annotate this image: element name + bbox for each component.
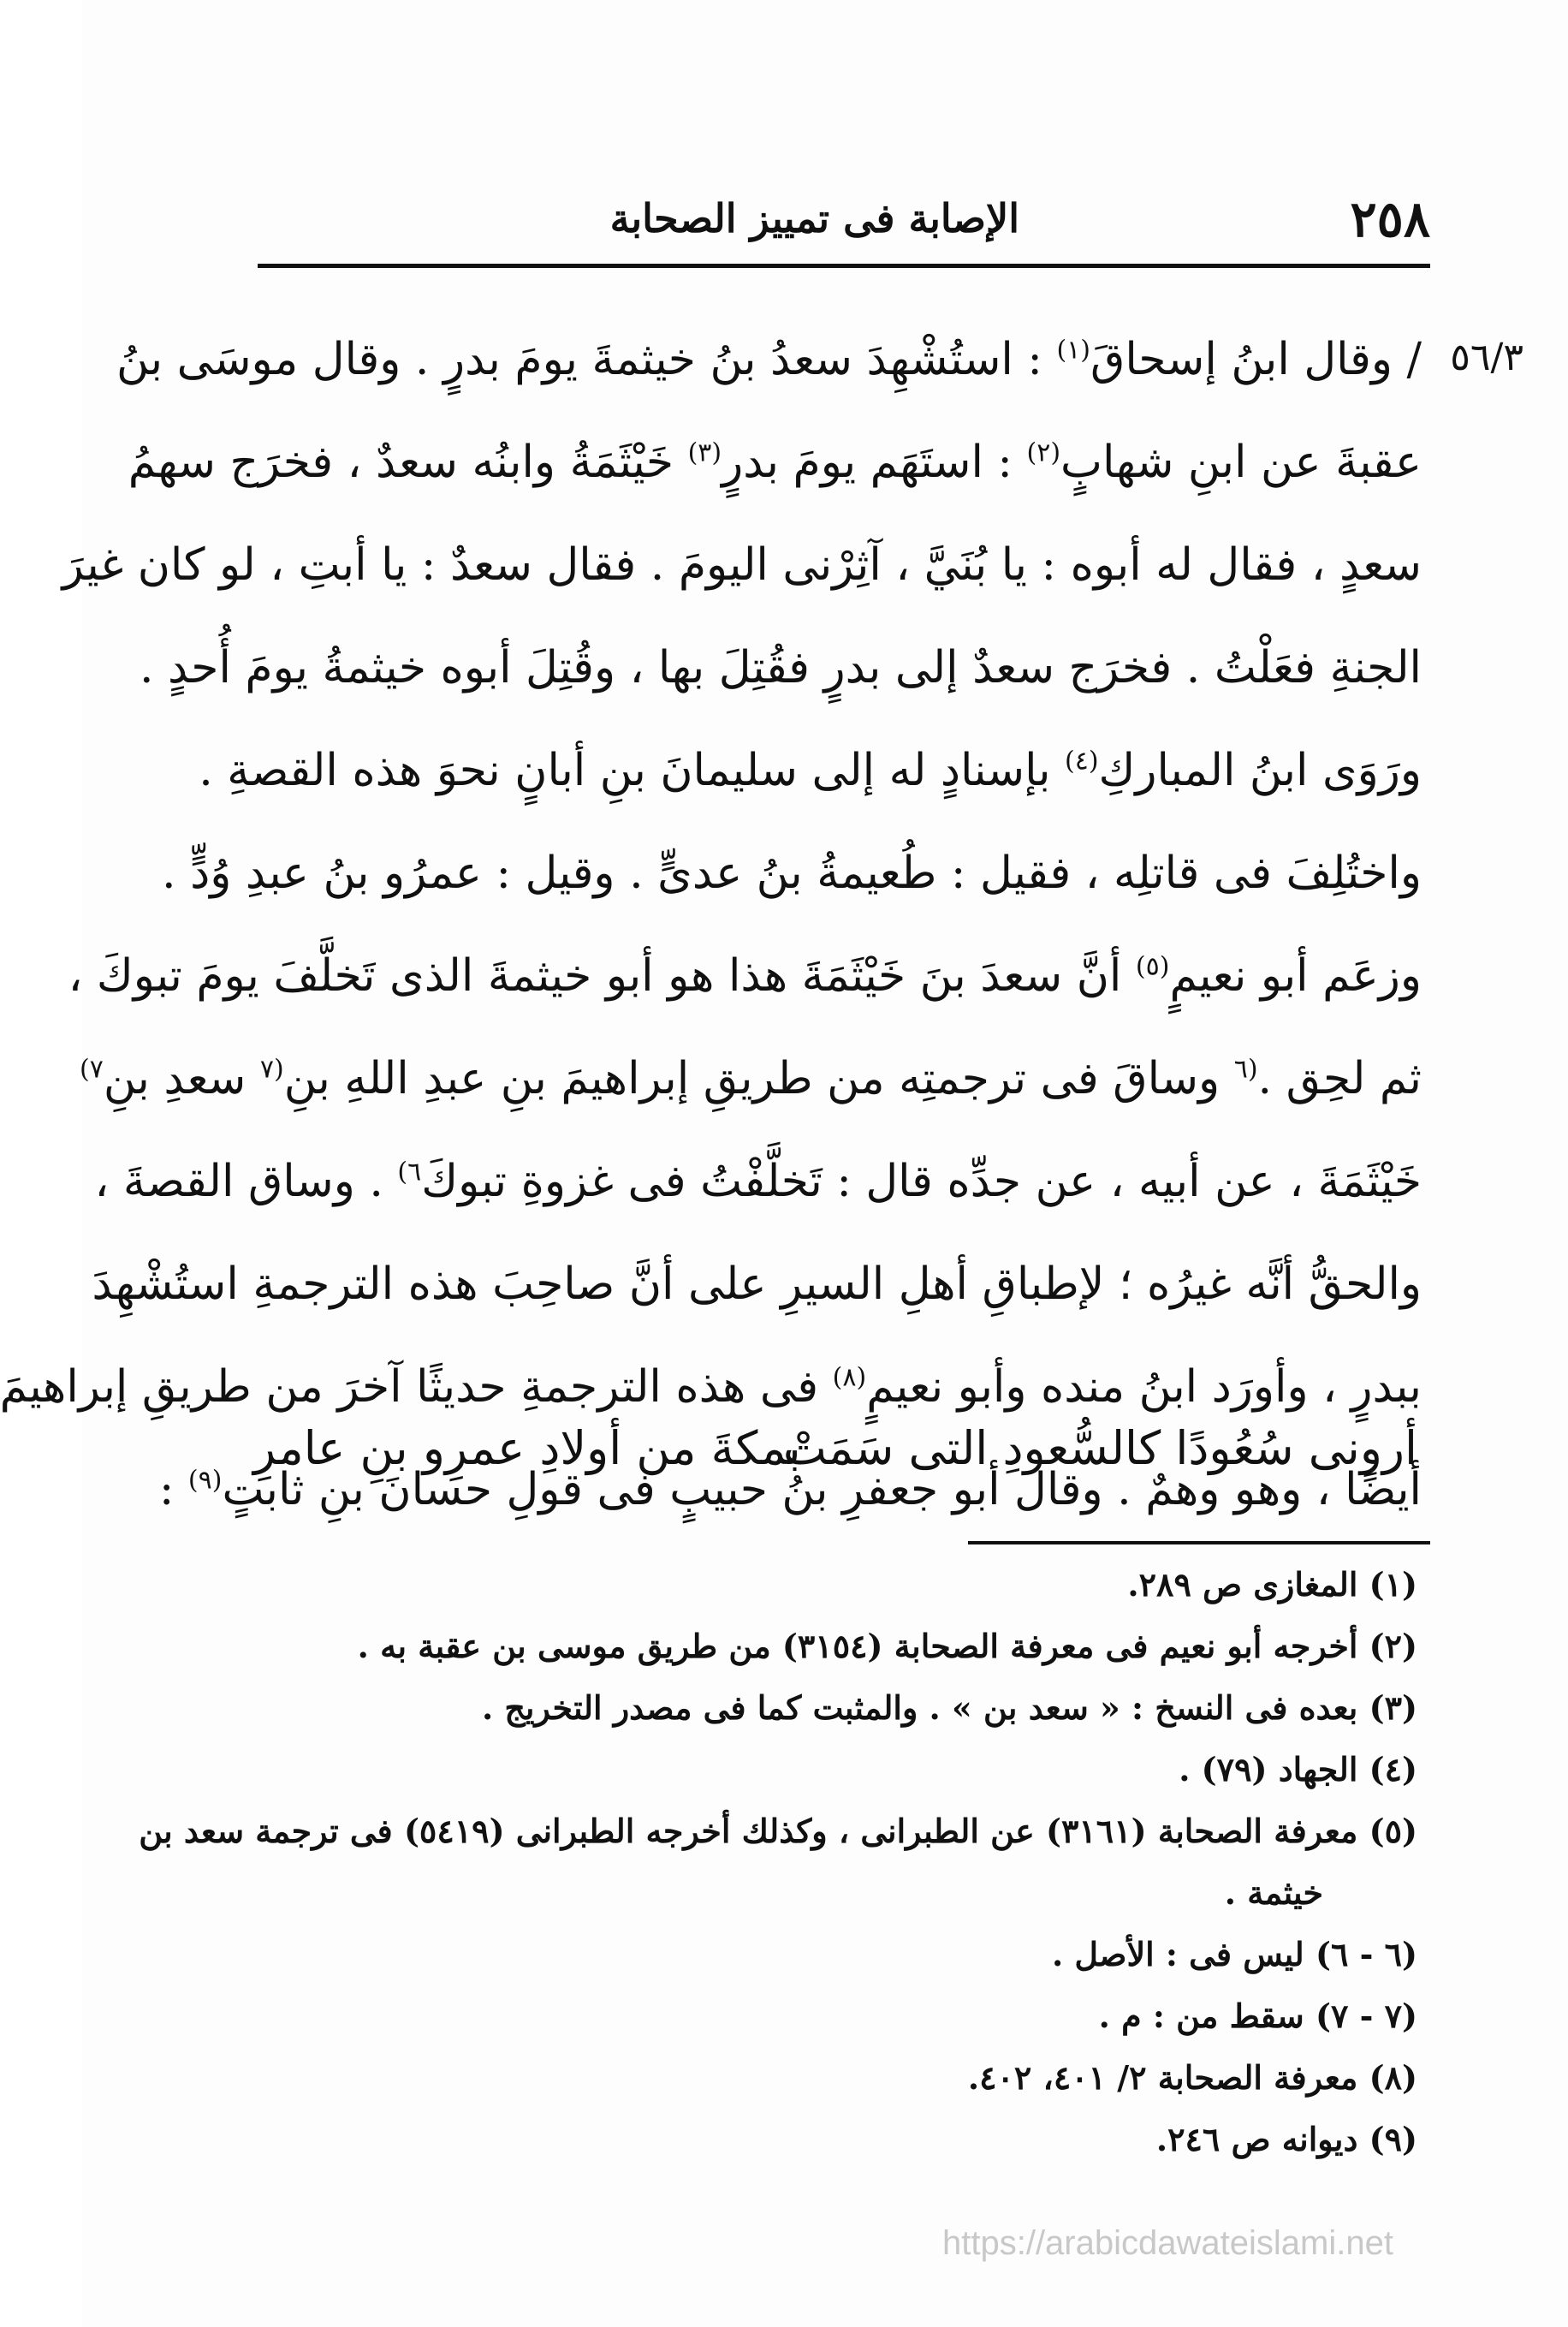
- page-header: [258, 171, 1430, 257]
- footnote-ref-3: (٣): [687, 437, 722, 468]
- verse-first-hemistich: أرونى سُعُودًا كالسُّعودِ التى سَمَتْ: [782, 1421, 1417, 1475]
- footnote-ref-2: (٢): [1026, 437, 1061, 468]
- text-line-2: عقبةَ عن ابنِ شهابٍ$^{(٢)}$ : استَهَم يومَ بدرٍ$^{(٣)}$ خَيْثَمَةُ وابنُه سعدٌ ، فخرَج سهمُ: [128, 437, 1422, 488]
- text-line-3: سعدٍ ، فقال له أبوه : يا بُنَيَّ ، آثِرْنى اليومَ . فقال سعدٌ : يا أبتِ ، لو كان غيرَ: [62, 539, 1422, 591]
- footnote-separator: [968, 1541, 1430, 1544]
- main-text: [0, 308, 1422, 1541]
- footnote-ref-8: (٨): [832, 1362, 867, 1393]
- footnote-8: (٨) معرفة الصحابة ٢/ ٤٠١، ٤٠٢.: [967, 2058, 1417, 2097]
- footnote-ref-5: (٥): [1135, 951, 1170, 982]
- watermark-url: https://arabicdawateislami.net: [942, 2224, 1393, 2262]
- footnote-1: (١) المغازى ص ٢٨٩.: [1127, 1565, 1417, 1604]
- margin-volume-page-reference: ٥٦/٣: [1450, 336, 1523, 379]
- text-line-1: / وقال ابنُ إسحاقَ$^{(١)}$ : استُشْهِدَ سعدُ بنُ خيثمةَ يومَ بدرٍ . وقال موسَى بنُ: [116, 334, 1422, 385]
- footnote-ref-6-open: (٦: [1233, 1054, 1258, 1085]
- footnote-ref-7-close: ٧): [79, 1054, 104, 1085]
- header-rule: [258, 264, 1430, 268]
- footnote-7: (٧ - ٧) سقط من : م .: [1098, 1997, 1417, 2035]
- footnote-9: (٩) ديوانه ص ٢٤٦.: [1155, 2120, 1417, 2158]
- running-title: الإصابة فى تمييز الصحابة: [609, 195, 1019, 241]
- footnote-ref-7-open: (٧: [259, 1054, 284, 1085]
- text-line-10: والحقُّ أنَّه غيرُه ؛ لإطباقِ أهلِ السيرِ على أنَّ صاحِبَ هذه الترجمةِ استُشْهِدَ: [92, 1259, 1422, 1310]
- footnote-ref-4: (٤): [1064, 746, 1099, 777]
- text-line-9: خَيْثَمَةَ ، عن أبيه ، عن جدِّه قال : تَخلَّفْتُ فى غزوةِ تبوكَ$^{٦)}$ . وساق القصةَ ،: [94, 1156, 1422, 1207]
- text-line-8: ثم لحِق .$^{(٦}$ وساقَ فى ترجمتِه من طريقِ إبراهيمَ بنِ عبدِ اللهِ بنِ$^{(٧}$ سعدِ بنِ$^{٧)}$: [79, 1053, 1422, 1104]
- footnote-2: (٢) أخرجه أبو نعيم فى معرفة الصحابة (٣١٥٤) من طريق موسى بن عقبة به .: [357, 1627, 1417, 1665]
- verse-second-hemistich: بمكةَ من أولادِ عمرِو بنِ عامرِ: [253, 1421, 801, 1475]
- text-line-4: الجنةِ فعَلْتُ . فخرَج سعدٌ إلى بدرٍ فقُتِلَ بها ، وقُتِلَ أبوه خيثمةُ يومَ أُحدٍ .: [139, 642, 1422, 693]
- footnote-ref-1: (١): [1056, 335, 1091, 366]
- text-line-5: ورَوَى ابنُ المباركِ$^{(٤)}$ بإسنادٍ له إلى سليمانَ بنِ أبانٍ نحوَ هذه القصةِ .: [199, 745, 1422, 796]
- footnote-3: (٣) بعده فى النسخ : « سعد بن » . والمثبت كما فى مصدر التخريج .: [481, 1688, 1417, 1727]
- page-number: ٢٥٨: [1350, 190, 1430, 248]
- footnote-5: (٥) معرفة الصحابة (٣١٦١) عن الطبرانى ، وكذلك أخرجه الطبرانى (٥٤١٩) فى ترجمة سعد بن: [139, 1812, 1417, 1850]
- poetry-verse: [253, 1413, 1417, 1515]
- footnote-ref-9: (٩): [187, 1465, 223, 1496]
- footnote-4: (٤) الجهاد (٧٩) .: [1179, 1750, 1417, 1788]
- text-line-11: ببدرٍ ، وأورَد ابنُ منده وأبو نعيمٍ$^{(٨)}$ فى هذه الترجمةِ حديثًا آخرَ من طريقِ إبراهيمَ: [0, 1361, 1422, 1413]
- footnote-6: (٦ - ٦) ليس فى : الأصل .: [1051, 1935, 1417, 1973]
- footnote-ref-6-close: ٦): [397, 1157, 422, 1187]
- text-line-7: وزعَم أبو نعيمٍ$^{(٥)}$ أنَّ سعدَ بنَ خَيْثَمَةَ هذا هو أبو خيثمةَ الذى تَخلَّفَ يومَ تبوكَ ،: [68, 950, 1422, 1002]
- footnote-5-continuation: خيثمة .: [1224, 1873, 1323, 1912]
- text-line-6: واختُلِفَ فى قاتلِه ، فقيل : طُعيمةُ بنُ عدىٍّ . وقيل : عمرُو بنُ عبدِ وُدٍّ .: [162, 848, 1422, 899]
- text-line-12: أيضًا ، وهو وهمٌ . وقال أبو جعفرِ بنُ حبيبٍ فى قولِ حسانَ بنِ ثابتٍ$^{(٩)}$ :: [158, 1464, 1422, 1515]
- footnotes: [139, 1554, 1417, 2170]
